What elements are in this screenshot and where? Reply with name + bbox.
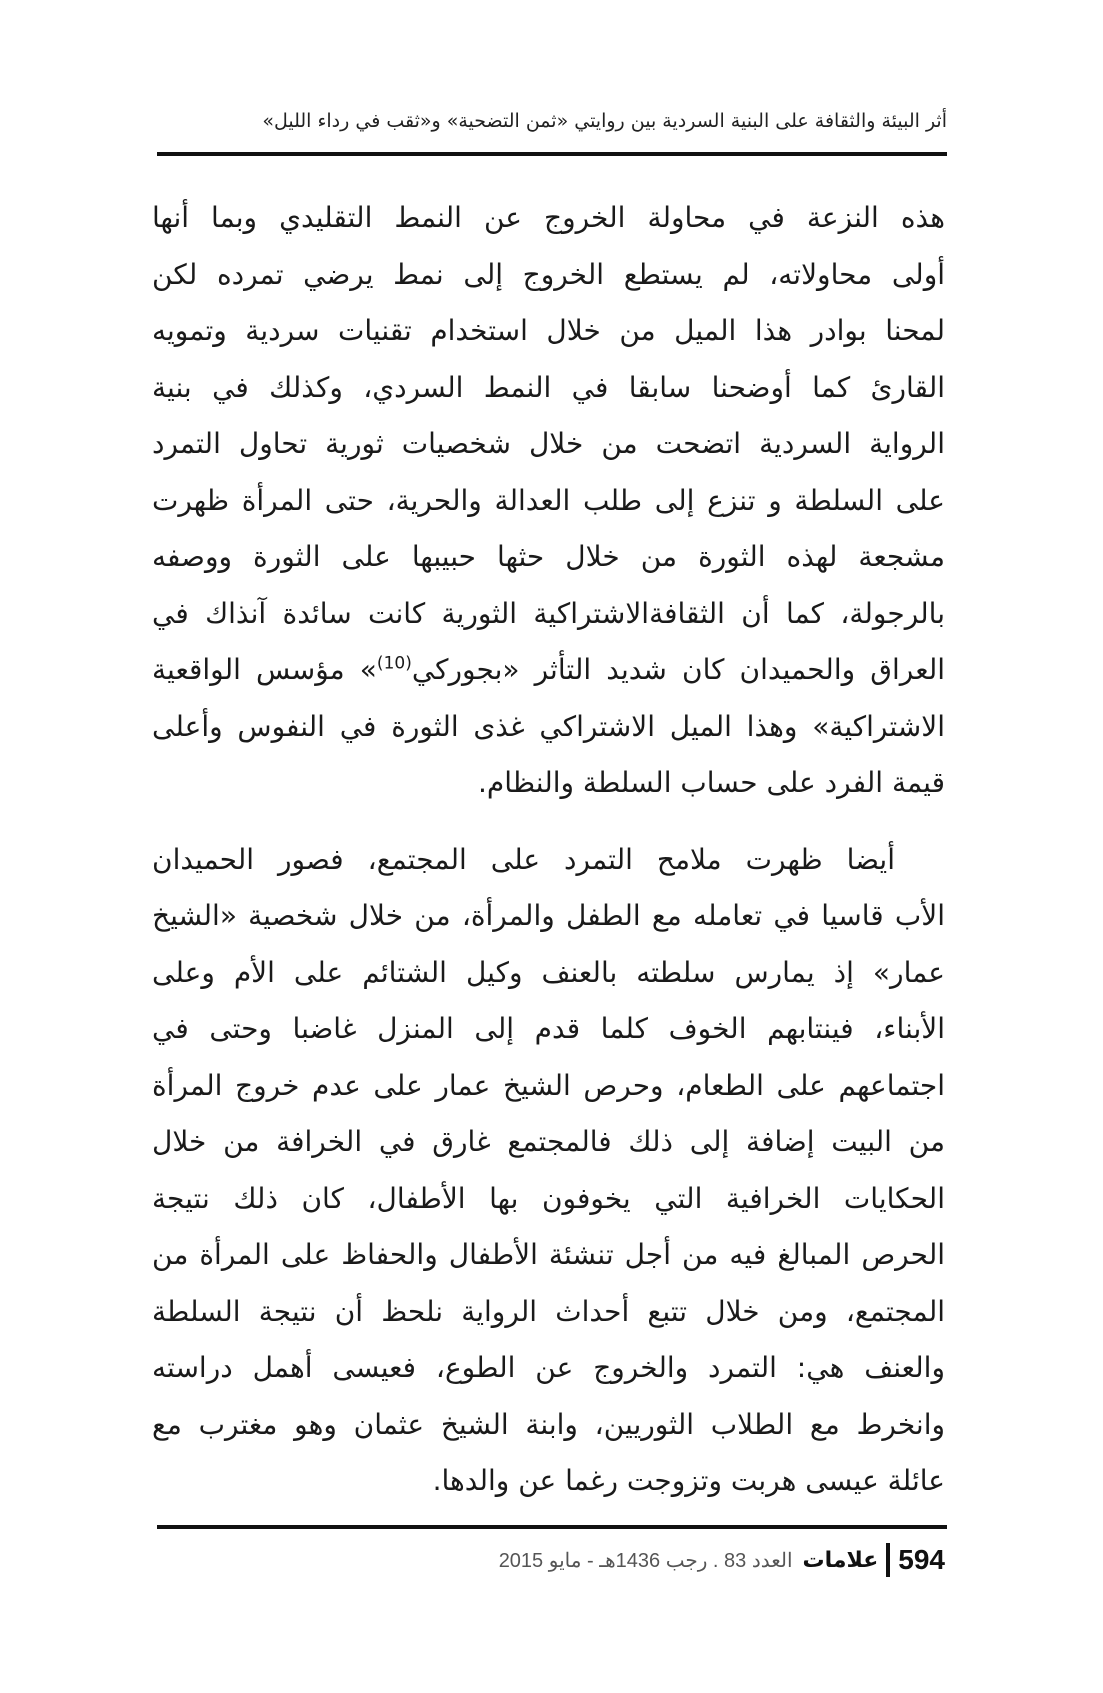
header-rule	[157, 152, 947, 156]
footer-divider	[886, 1543, 890, 1577]
footnote-reference[interactable]: (10)	[376, 653, 412, 674]
text-line: عمار» إذ يمارس سلطته بالعنف وكيل الشتائم على الأم وعلى	[152, 955, 945, 989]
text-line: عائلة عيسى هربت وتزوجت رغما عن والدها.	[432, 1464, 945, 1497]
text-line: أيضا ظهرت ملامح التمرد على المجتمع، فصور الحميدان	[152, 842, 895, 876]
text-line-with-footnote	[152, 642, 945, 699]
text-line: الحكايات الخرافية التي يخوفون بها الأطفال، كان ذلك نتيجة	[152, 1181, 945, 1215]
paragraph-2	[152, 832, 945, 1510]
page-number: 594	[898, 1544, 945, 1575]
text-line: لمحنا بوادر هذا الميل من خلال استخدام تقنيات سردية وتمويه	[152, 314, 945, 347]
text-fragment: العراق والحميدان كان شديد التأثر «بجوركي	[411, 653, 945, 686]
text-line: الاشتراكية» وهذا الميل الاشتراكي غذى الثورة في النفوس وأعلى	[152, 709, 945, 743]
text-fragment: الواقعية	[152, 653, 241, 686]
journal-logo: علامات	[802, 1547, 879, 1573]
text-line: الأب قاسيا في تعامله مع الطفل والمرأة، من خلال شخصية «الشيخ	[152, 899, 945, 932]
text-line: الحرص المبالغ فيه من أجل تنشئة الأطفال والحفاظ على المرأة من	[152, 1238, 945, 1271]
text-line: هذه النزعة في محاولة الخروج عن النمط التقليدي وبما أنها	[152, 201, 945, 234]
text-line: المجتمع، ومن خلال تتبع أحداث الرواية نلحظ أن نتيجة السلطة	[152, 1294, 945, 1328]
text-line: اجتماعهم على الطعام، وحرص الشيخ عمار على عدم خروج المرأة	[152, 1068, 945, 1102]
issue-info: العدد 83 . رجب 1436هـ - مايو 2015	[498, 1549, 793, 1572]
text-line: قيمة الفرد على حساب السلطة والنظام.	[478, 766, 945, 799]
paragraph-1	[152, 190, 945, 812]
body-text	[152, 190, 945, 1510]
running-header: أثر البيئة والثقافة على البنية السردية بين روايتي «ثمن التضحية» و«ثقب في رداء الليل»	[262, 110, 947, 132]
text-line: القارئ كما أوضحنا سابقا في النمط السردي، وكذلك في بنية	[152, 370, 945, 404]
text-line: الرواية السردية اتضحت من خلال شخصيات ثورية تحاول التمرد	[152, 427, 945, 460]
text-line: وانخرط مع الطلاب الثوريين، وابنة الشيخ عثمان وهو مغترب مع	[152, 1407, 945, 1441]
text-fragment: » مؤسس	[256, 653, 377, 686]
text-line: على السلطة و تنزع إلى طلب العدالة والحرية، حتى المرأة ظهرت	[152, 483, 945, 517]
footer-rule	[157, 1525, 947, 1529]
text-line: مشجعة لهذه الثورة من خلال حثها حبيبها على الثورة ووصفه	[152, 540, 945, 573]
text-line: أولى محاولاته، لم يستطع الخروج إلى نمط يرضي تمرده لكن	[152, 257, 945, 291]
text-line: الأبناء، فينتابهم الخوف كلما قدم إلى المنزل غاضبا وحتى في	[152, 1012, 945, 1045]
text-line: من البيت إضافة إلى ذلك فالمجتمع غارق في الخرافة من خلال	[152, 1125, 945, 1158]
text-line: والعنف هي: التمرد والخروج عن الطوع، فعيسى أهمل دراسته	[152, 1351, 945, 1384]
page-footer	[499, 1540, 945, 1580]
text-line: بالرجولة، كما أن الثقافةالاشتراكية الثورية كانت سائدة آنذاك في	[152, 596, 945, 630]
